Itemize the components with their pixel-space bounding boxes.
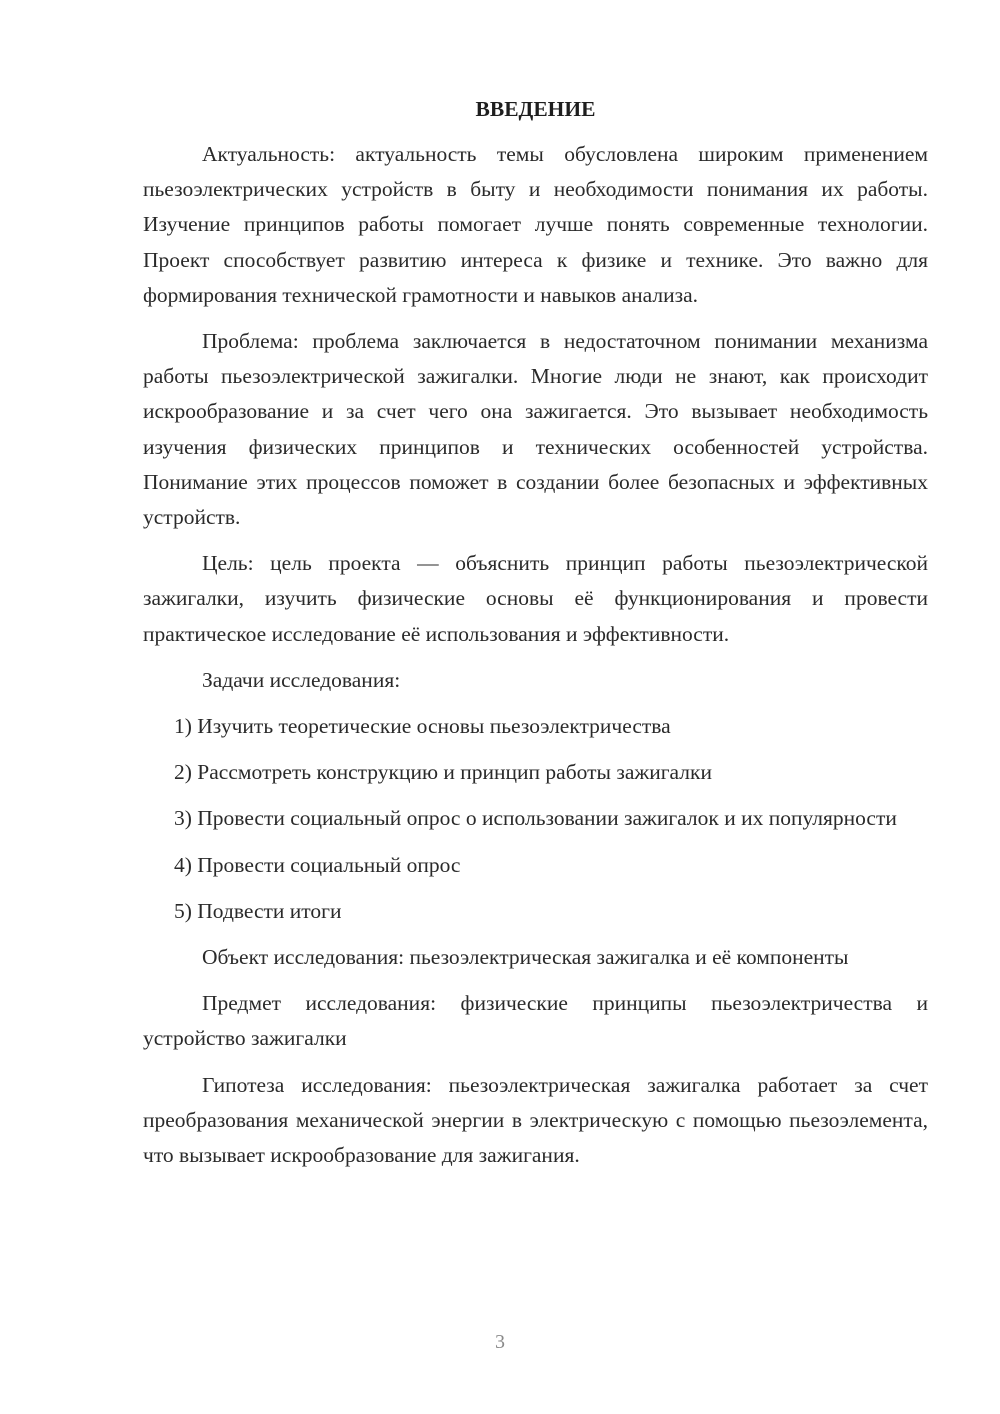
paragraph-tasks-heading: Задачи исследования:	[202, 667, 401, 692]
task-item-2: 2) Рассмотреть конструкцию и принцип работы зажигалки	[174, 760, 712, 785]
section-title: ВВЕДЕНИЕ	[475, 97, 596, 121]
task-item-1: 1) Изучить теоретические основы пьезоэлектричества	[174, 714, 671, 739]
paragraph-relevance: Актуальность: актуальность темы обусловлена широким применением пьезоэлектрических устройств в быту и необходимости понимания их работы. Изучение принципов работы помогает лучше понять современные технологии. Проект способствует развитию интереса к физике и технике. Это важно для формирования технической грамотности и навыков анализа.	[143, 142, 928, 307]
paragraph-subject: Предмет исследования: физические принципы пьезоэлектричества и устройство зажигалки	[143, 991, 928, 1051]
task-item-4: 4) Провести социальный опрос	[174, 852, 461, 877]
paragraph-goal: Цель: цель проекта — объяснить принцип работы пьезоэлектрической зажигалки, изучить физические основы её функционирования и провести практическое исследование её использования и эффективности.	[143, 551, 928, 646]
document-page	[143, 92, 928, 1184]
paragraph-problem: Проблема: проблема заключается в недостаточном понимании механизма работы пьезоэлектрической зажигалки. Многие люди не знают, как происходит искрообразование и за счет чего она зажигается. Это вызывает необходимость изучения физических принципов и технических особенностей устройства. Понимание этих процессов поможет в создании более безопасных и эффективных устройств.	[143, 329, 928, 530]
paragraph-hypothesis: Гипотеза исследования: пьезоэлектрическая зажигалка работает за счет преобразования механической энергии в электрическую с помощью пьезоэлемента, что вызывает искрообразование для зажигания.	[143, 1072, 928, 1168]
page-number: 3	[495, 1331, 505, 1353]
paragraph-object: Объект исследования: пьезоэлектрическая зажигалка и её компоненты	[202, 945, 849, 970]
task-item-5: 5) Подвести итоги	[174, 898, 342, 923]
task-item-3: 3) Провести социальный опрос о использовании зажигалок и их популярности	[174, 806, 897, 831]
